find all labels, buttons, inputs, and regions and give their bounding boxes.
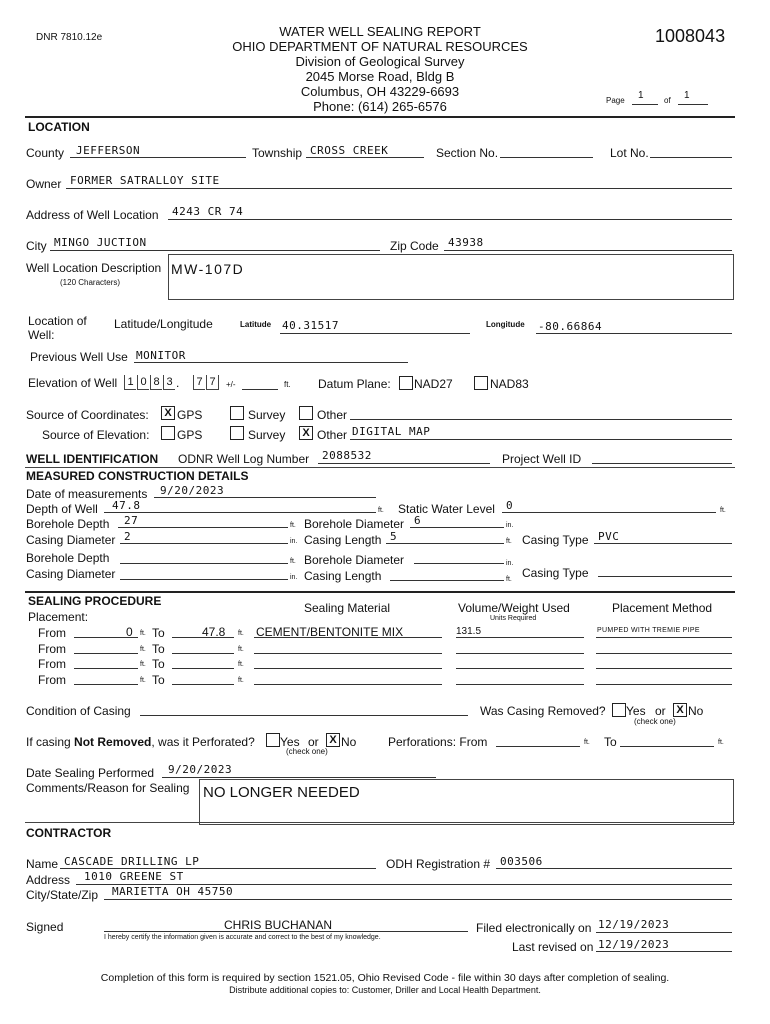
elevation-digit: 8 <box>150 375 162 390</box>
unit-ft: ft. <box>140 677 146 684</box>
county-label: County <box>26 146 65 160</box>
coords-survey-label: Survey <box>248 408 286 422</box>
from-field[interactable] <box>74 653 138 654</box>
location-section-title: LOCATION <box>28 120 90 134</box>
department-phone: Phone: (614) 265-6576 <box>313 99 447 114</box>
page-number: 1 <box>638 90 644 101</box>
well-identification-title: WELL IDENTIFICATION <box>26 452 159 466</box>
revised-date: 12/19/2023 <box>598 938 670 951</box>
department-name: OHIO DEPARTMENT OF NATURAL RESOURCES <box>232 39 528 54</box>
static-level-field[interactable]: 0 <box>506 499 514 512</box>
zip-label: Zip Code <box>390 239 439 253</box>
unit-ft: ft. <box>720 507 726 514</box>
perforations-from-label: Perforations: From <box>388 735 488 749</box>
removed-yes-checkbox[interactable] <box>612 703 626 717</box>
elev-survey-checkbox[interactable] <box>230 426 244 440</box>
unit-ft: ft. <box>506 538 512 545</box>
form-id: DNR 7810.12e <box>36 32 103 43</box>
filed-date: 12/19/2023 <box>598 918 670 931</box>
previous-use-label: Previous Well Use <box>30 350 128 364</box>
borehole-diameter-field[interactable]: 6 <box>414 514 422 527</box>
casing-diameter-field[interactable]: 2 <box>124 530 132 543</box>
well-description-label: Well Location Description <box>26 261 162 275</box>
city-label: City <box>26 239 47 253</box>
contractor-address-label: Address <box>26 873 71 887</box>
department-city: Columbus, OH 43229-6693 <box>300 84 460 99</box>
longitude-field[interactable]: -80.66864 <box>538 320 603 333</box>
well-description-value: MW-107D <box>171 261 245 277</box>
to-label: To <box>152 673 165 687</box>
material-field[interactable] <box>254 653 442 654</box>
footer-requirement: Completion of this form is required by section 1521.05, Ohio Revised Code - file within 30 days after completion of sealing. <box>100 972 670 984</box>
nad27-checkbox[interactable] <box>399 376 413 390</box>
casing-2-borehole-depth-field[interactable] <box>120 563 288 564</box>
unit-ft: ft. <box>140 661 146 668</box>
unit-in: in. <box>506 560 514 567</box>
address-field[interactable]: 4243 CR 74 <box>172 205 244 218</box>
unit-in: in. <box>506 522 514 529</box>
nad83-checkbox[interactable] <box>474 376 488 390</box>
static-level-label: Static Water Level <box>398 502 495 516</box>
coords-other-label: Other <box>317 408 348 422</box>
method-field[interactable] <box>596 668 732 669</box>
zip-field[interactable]: 43938 <box>448 236 484 249</box>
elevation-digit: 7 <box>193 375 205 390</box>
casing-removed-label: Was Casing Removed? <box>480 704 606 718</box>
elevation-tolerance-field[interactable] <box>242 389 278 390</box>
elevation-digit: 7 <box>206 375 219 390</box>
casing-2-type-field[interactable] <box>598 576 732 577</box>
perforations-to-label: To <box>604 735 617 749</box>
casing-2-borehole-diameter-field[interactable] <box>414 563 504 564</box>
method-field[interactable]: PUMPED WITH TREMIE PIPE <box>597 627 700 634</box>
to-label: To <box>152 657 165 671</box>
removed-check-one-note: (check one) <box>634 717 676 726</box>
to-field[interactable] <box>172 684 234 685</box>
construction-title: MEASURED CONSTRUCTION DETAILS <box>26 469 249 483</box>
from-label: From <box>38 642 66 656</box>
date-sealed-field[interactable]: 9/20/2023 <box>168 763 233 776</box>
to-field[interactable] <box>172 668 234 669</box>
coordinates-source-label: Source of Coordinates: <box>26 408 149 422</box>
units-required-note: Units Required <box>490 615 537 622</box>
casing-length-label: Casing Length <box>304 533 382 547</box>
certification-text: I hereby certify the information given is accurate and correct to the best of my knowledge. <box>104 934 381 941</box>
placement-method-header: Placement Method <box>612 601 713 615</box>
unit-ft: ft. <box>378 507 384 514</box>
contractor-name-field[interactable]: CASCADE DRILLING LP <box>64 855 200 868</box>
division-name: Division of Geological Survey <box>295 54 465 69</box>
contractor-address-field[interactable]: 1010 GREENE ST <box>84 870 184 883</box>
elev-gps-checkbox[interactable] <box>161 426 175 440</box>
elevation-unit: ft. <box>284 380 291 389</box>
report-number: 1008043 <box>655 26 726 46</box>
unit-ft: ft. <box>238 661 244 668</box>
county-field[interactable]: JEFFERSON <box>76 144 141 157</box>
footer-distribution: Distribute additional copies to: Customer, Driller and Local Health Department. <box>229 985 541 995</box>
to-label: To <box>152 626 165 640</box>
project-id-field[interactable] <box>592 463 732 464</box>
from-field[interactable]: 0 <box>126 625 133 639</box>
casing-2-diameter-label: Casing Diameter <box>26 567 116 581</box>
elev-gps-label: GPS <box>177 428 203 442</box>
method-field[interactable] <box>596 684 732 685</box>
signed-label: Signed <box>26 920 64 934</box>
elev-other-checkbox[interactable]: X <box>299 426 313 440</box>
contractor-name-label: Name <box>26 857 59 871</box>
owner-field[interactable]: FORMER SATRALLOY SITE <box>70 174 220 187</box>
casing-condition-field[interactable] <box>140 715 468 716</box>
borehole-depth-label: Borehole Depth <box>26 517 110 531</box>
material-field[interactable] <box>254 668 442 669</box>
revised-label: Last revised on <box>512 940 594 954</box>
address-label: Address of Well Location <box>26 208 159 222</box>
contractor-csz-label: City/State/Zip <box>26 888 99 902</box>
township-field[interactable]: CROSS CREEK <box>310 144 389 157</box>
from-label: From <box>38 657 66 671</box>
unit-ft: ft. <box>584 739 590 746</box>
owner-label: Owner <box>26 177 62 191</box>
unit-ft: ft. <box>238 677 244 684</box>
decimal-point: . <box>176 376 180 390</box>
from-field[interactable] <box>74 668 138 669</box>
well-log-label: ODNR Well Log Number <box>178 452 310 466</box>
well-log-field[interactable]: 2088532 <box>322 449 372 462</box>
casing-condition-label: Condition of Casing <box>26 704 131 718</box>
unit-ft: ft. <box>506 576 512 583</box>
casing-2-length-field[interactable] <box>390 580 504 581</box>
city-field[interactable]: MINGO JUCTION <box>54 236 147 249</box>
comments-label: Comments/Reason for Sealing <box>26 781 190 795</box>
contractor-csz-field[interactable]: MARIETTA OH 45750 <box>112 885 234 898</box>
casing-2-length-label: Casing Length <box>304 569 382 583</box>
borehole-diameter-label: Borehole Diameter <box>304 517 405 531</box>
measure-date-label: Date of measurements <box>26 487 148 501</box>
elev-other-label: Other <box>317 428 348 442</box>
location-of-well-label: Location of Well: <box>28 314 87 342</box>
casing-type-label: Casing Type <box>522 533 589 547</box>
to-field[interactable]: 47.8 <box>202 625 226 639</box>
lat-long-label: Latitude/Longitude <box>114 317 213 331</box>
elevation-digit: 3 <box>163 375 175 390</box>
unit-ft: ft. <box>140 630 146 637</box>
elev-survey-label: Survey <box>248 428 286 442</box>
page-total: 1 <box>684 90 690 101</box>
casing-2-borehole-diameter-label: Borehole Diameter <box>304 553 405 567</box>
unit-in: in. <box>290 574 298 581</box>
comments-field[interactable] <box>199 779 734 825</box>
material-field[interactable]: CEMENT/BENTONITE MIX <box>256 625 404 639</box>
comments-value: NO LONGER NEEDED <box>203 784 360 801</box>
page-label: Page <box>606 96 625 105</box>
odh-registration-label: ODH Registration # <box>386 857 491 871</box>
depth-label: Depth of Well <box>26 502 98 516</box>
method-field[interactable] <box>596 653 732 654</box>
unit-ft: ft. <box>238 646 244 653</box>
from-field[interactable] <box>74 684 138 685</box>
perforated-no-label: No <box>341 735 357 749</box>
latitude-label: Latitude <box>240 320 272 329</box>
casing-2-borehole-depth-label: Borehole Depth <box>26 551 110 565</box>
perforated-question: If casing Not Removed, was it Perforated? <box>26 735 255 749</box>
from-label: From <box>38 673 66 687</box>
department-address: 2045 Morse Road, Bldg B <box>305 69 455 84</box>
unit-ft: ft. <box>290 558 296 565</box>
project-id-label: Project Well ID <box>502 452 582 466</box>
removed-no-label: No <box>688 704 704 718</box>
elevation-source-label: Source of Elevation: <box>42 428 150 442</box>
volume-field[interactable] <box>456 684 584 685</box>
perforations-from-field[interactable] <box>496 746 580 747</box>
elevation-digit: 1 <box>124 375 136 390</box>
perforations-to-field[interactable] <box>620 746 714 747</box>
previous-use-field[interactable]: MONITOR <box>136 349 186 362</box>
unit-ft: ft. <box>718 739 724 746</box>
removed-no-checkbox[interactable]: X <box>673 703 687 717</box>
sealing-title: SEALING PROCEDURE <box>28 594 162 608</box>
removed-or-label: or <box>655 704 666 718</box>
lot-no-label: Lot No. <box>610 146 649 160</box>
casing-length-field[interactable]: 5 <box>390 530 398 543</box>
odh-registration-field[interactable]: 003506 <box>500 855 543 868</box>
elevation-plus-minus: +/- <box>226 380 236 389</box>
coords-gps-label: GPS <box>177 408 203 422</box>
to-field[interactable] <box>172 653 234 654</box>
well-description-field[interactable] <box>168 254 734 300</box>
perforated-yes-checkbox[interactable] <box>266 733 280 747</box>
borehole-depth-field[interactable]: 27 <box>124 514 139 527</box>
placement-label: Placement: <box>28 610 89 624</box>
longitude-label: Longitude <box>486 320 525 329</box>
coords-other-checkbox[interactable] <box>299 406 313 420</box>
volume-header: Volume/Weight Used <box>458 601 570 615</box>
casing-2-diameter-field[interactable] <box>120 579 288 580</box>
material-field[interactable] <box>254 684 442 685</box>
unit-ft: ft. <box>140 646 146 653</box>
section-no-label: Section No. <box>436 146 499 160</box>
contractor-title: CONTRACTOR <box>26 826 112 840</box>
removed-yes-label: Yes <box>626 704 646 718</box>
to-label: To <box>152 642 165 656</box>
form-header <box>210 24 550 114</box>
lot-no-field[interactable] <box>650 157 732 158</box>
latitude-field[interactable]: 40.31517 <box>282 319 339 332</box>
unit-ft: ft. <box>290 522 296 529</box>
well-description-note: (120 Characters) <box>60 278 121 287</box>
casing-type-field[interactable]: PVC <box>598 530 620 543</box>
volume-field[interactable] <box>456 668 584 669</box>
of-label: of <box>664 96 671 105</box>
casing-2-type-label: Casing Type <box>522 566 589 580</box>
casing-diameter-label: Casing Diameter <box>26 533 116 547</box>
unit-in: in. <box>290 538 298 545</box>
volume-field[interactable]: 131.5 <box>456 626 482 637</box>
coords-other-field[interactable] <box>350 419 732 420</box>
date-sealed-label: Date Sealing Performed <box>26 766 155 780</box>
elevation-digit: 0 <box>137 375 149 390</box>
datum-label: Datum Plane: <box>318 377 391 391</box>
nad83-label: NAD83 <box>490 377 529 391</box>
form-title: WATER WELL SEALING REPORT <box>279 24 481 39</box>
filed-label: Filed electronically on <box>476 921 592 935</box>
perforated-no-checkbox[interactable]: X <box>326 733 340 747</box>
section-no-field[interactable] <box>500 157 593 158</box>
from-label: From <box>38 626 66 640</box>
depth-field[interactable]: 47.8 <box>112 499 141 512</box>
perforated-or-label: or <box>308 735 319 749</box>
signer-name[interactable]: CHRIS BUCHANAN <box>224 918 333 932</box>
township-label: Township <box>252 146 303 160</box>
perforated-check-one-note: (check one) <box>286 747 328 756</box>
perforated-yes-label: Yes <box>280 735 300 749</box>
elevation-label: Elevation of Well <box>28 376 118 390</box>
coords-survey-checkbox[interactable] <box>230 406 244 420</box>
measure-date-field[interactable]: 9/20/2023 <box>160 484 225 497</box>
unit-ft: ft. <box>238 630 244 637</box>
sealing-material-header: Sealing Material <box>304 601 391 615</box>
coords-gps-checkbox[interactable]: X <box>161 406 175 420</box>
volume-field[interactable] <box>456 653 584 654</box>
elev-other-field[interactable]: DIGITAL MAP <box>352 425 431 438</box>
nad27-label: NAD27 <box>414 377 453 391</box>
